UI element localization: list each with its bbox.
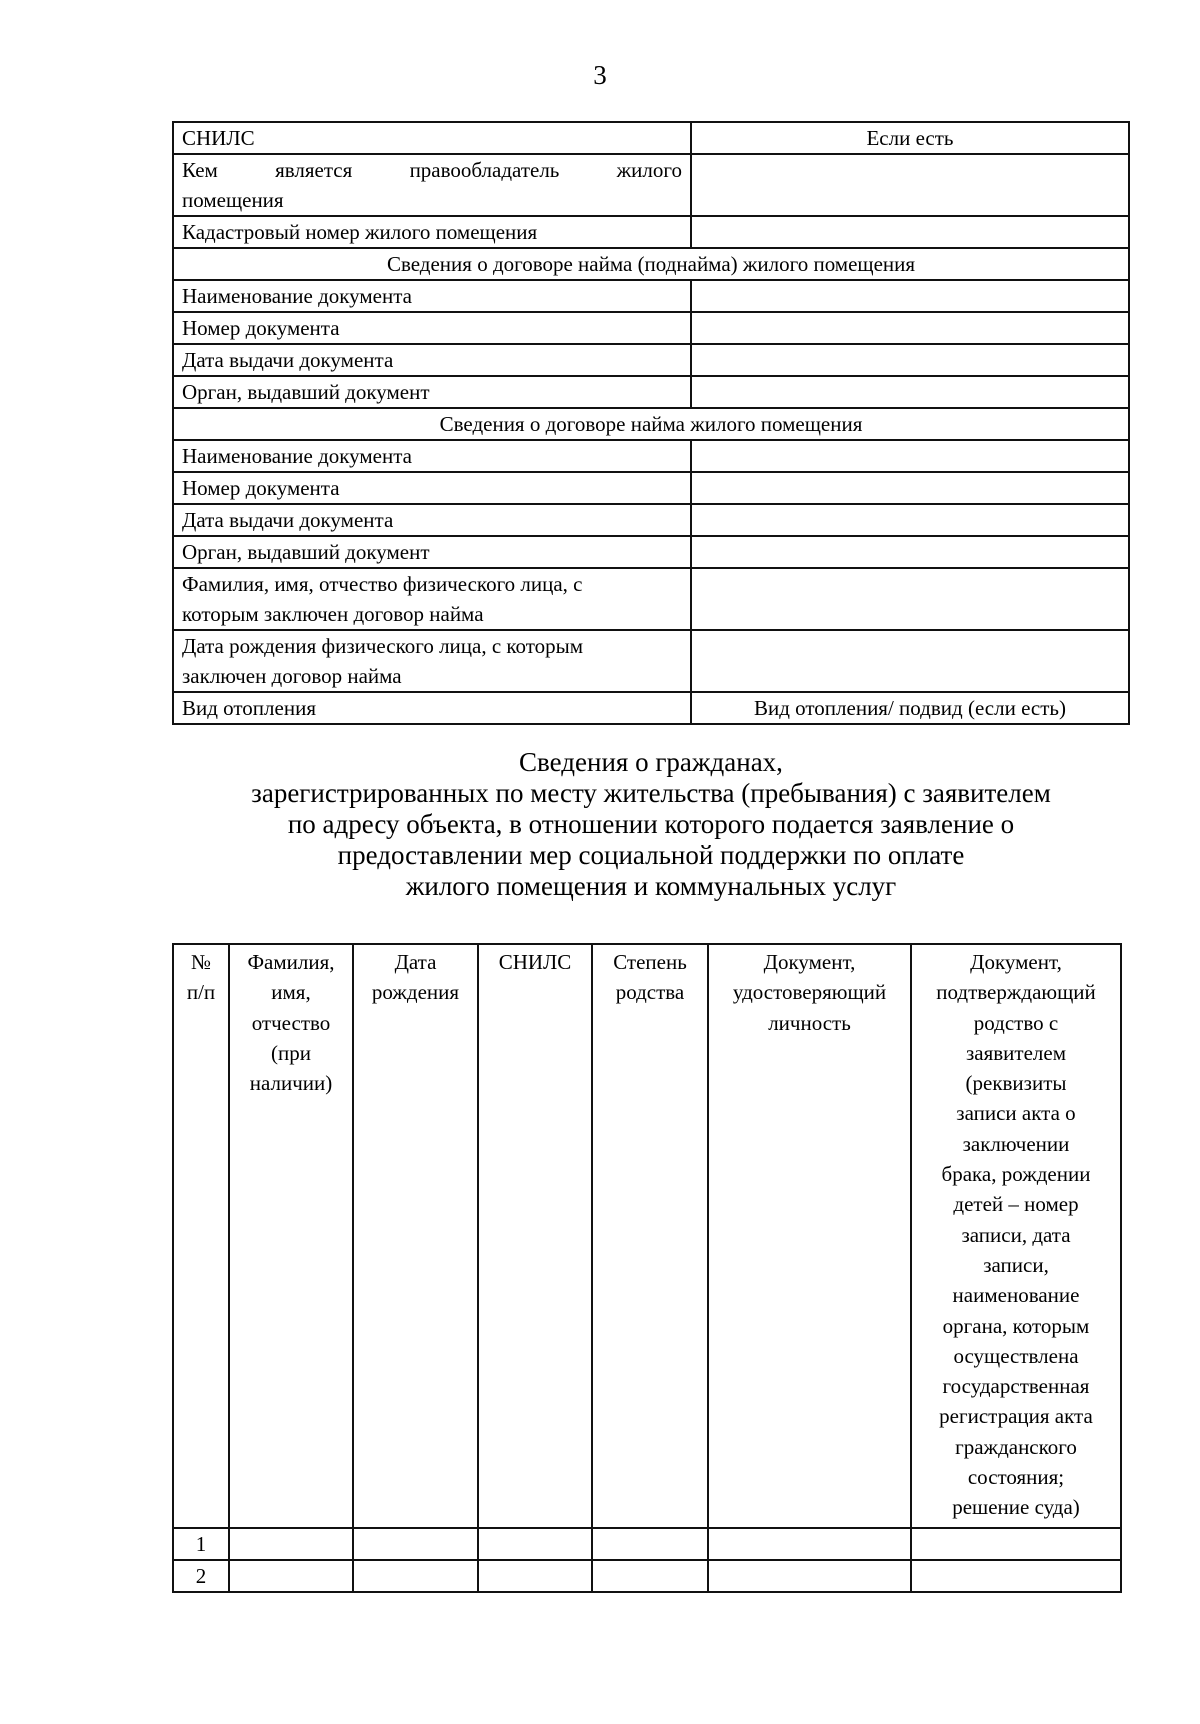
lease-person-name-value[interactable] xyxy=(691,568,1129,630)
lease-person-birth-value[interactable] xyxy=(691,630,1129,692)
table-row xyxy=(173,536,1129,568)
col-header-kinship-document: Документ, подтверждающий родство с заявителем (реквизиты записи акта о заключении брака, рождении детей – номер записи, дата записи, наименование органа, которым осуществлена государственная регистрация акта гражданского состояния; решение суда) xyxy=(911,944,1121,1528)
sublease-doc-issuer-value[interactable] xyxy=(691,376,1129,408)
sublease-doc-name-label: Наименование документа xyxy=(173,280,691,312)
citizens-table xyxy=(172,943,1122,1593)
table-header-row xyxy=(173,944,1121,1528)
table-row xyxy=(173,344,1129,376)
lease-doc-date-label: Дата выдачи документа xyxy=(173,504,691,536)
sublease-doc-number-value[interactable] xyxy=(691,312,1129,344)
page-number: 3 xyxy=(593,60,607,90)
table-row xyxy=(173,692,1129,724)
sublease-section-header: Сведения о договоре найма (поднайма) жилого помещения xyxy=(173,248,1129,280)
table-row xyxy=(173,154,1129,216)
table-row xyxy=(173,408,1129,440)
sublease-doc-issuer-label: Орган, выдавший документ xyxy=(173,376,691,408)
col-header-birth-date: Дата рождения xyxy=(353,944,478,1528)
cell-relationship[interactable] xyxy=(592,1560,708,1592)
table-row xyxy=(173,1528,1121,1560)
cadastral-label: Кадастровый номер жилого помещения xyxy=(173,216,691,248)
cell-snils[interactable] xyxy=(478,1528,592,1560)
table-row xyxy=(173,1560,1121,1592)
table-row xyxy=(173,568,1129,630)
cell-relationship[interactable] xyxy=(592,1528,708,1560)
table-row xyxy=(173,122,1129,154)
sublease-doc-name-value[interactable] xyxy=(691,280,1129,312)
cadastral-value[interactable] xyxy=(691,216,1129,248)
cell-kinship-document[interactable] xyxy=(911,1528,1121,1560)
lease-doc-issuer-value[interactable] xyxy=(691,536,1129,568)
lease-doc-issuer-label: Орган, выдавший документ xyxy=(173,536,691,568)
owner-label-line1: Кем является правообладатель жилого xyxy=(182,158,682,182)
cell-identity-document[interactable] xyxy=(708,1560,911,1592)
sublease-doc-number-label: Номер документа xyxy=(173,312,691,344)
table-row xyxy=(173,248,1129,280)
table-row xyxy=(173,376,1129,408)
owner-label xyxy=(173,154,691,216)
owner-value[interactable] xyxy=(691,154,1129,216)
lease-doc-number-value[interactable] xyxy=(691,472,1129,504)
property-info-table xyxy=(172,121,1130,725)
snils-label: СНИЛС xyxy=(173,122,691,154)
cell-kinship-document[interactable] xyxy=(911,1560,1121,1592)
cell-full-name[interactable] xyxy=(229,1528,353,1560)
section-title: Сведения о гражданах, зарегистрированных по месту жительства (пребывания) с заявителем по адресу объекта, в отношении которого подается заявление о предоставлении мер социальной поддержки по оплате жилого помещения и коммунальных услуг xyxy=(251,747,1051,901)
cell-birth-date[interactable] xyxy=(353,1560,478,1592)
table-row xyxy=(173,440,1129,472)
table-row xyxy=(173,280,1129,312)
sublease-doc-date-label: Дата выдачи документа xyxy=(173,344,691,376)
table-row xyxy=(173,312,1129,344)
lease-doc-date-value[interactable] xyxy=(691,504,1129,536)
row-number: 2 xyxy=(173,1560,229,1592)
cell-identity-document[interactable] xyxy=(708,1528,911,1560)
lease-person-name-label: Фамилия, имя, отчество физического лица, с которым заключен договор найма xyxy=(173,568,691,630)
heating-value: Вид отопления/ подвид (если есть) xyxy=(691,692,1129,724)
cell-snils[interactable] xyxy=(478,1560,592,1592)
table-row xyxy=(173,504,1129,536)
lease-person-birth-label: Дата рождения физического лица, с которым заключен договор найма xyxy=(173,630,691,692)
col-header-full-name: Фамилия, имя, отчество (при наличии) xyxy=(229,944,353,1528)
lease-section-header: Сведения о договоре найма жилого помещения xyxy=(173,408,1129,440)
col-header-snils: СНИЛС xyxy=(478,944,592,1528)
table-row xyxy=(173,630,1129,692)
cell-birth-date[interactable] xyxy=(353,1528,478,1560)
col-header-number: № п/п xyxy=(173,944,229,1528)
heating-label: Вид отопления xyxy=(173,692,691,724)
sublease-doc-date-value[interactable] xyxy=(691,344,1129,376)
lease-doc-name-value[interactable] xyxy=(691,440,1129,472)
lease-doc-number-label: Номер документа xyxy=(173,472,691,504)
row-number: 1 xyxy=(173,1528,229,1560)
table-row xyxy=(173,216,1129,248)
lease-doc-name-label: Наименование документа xyxy=(173,440,691,472)
cell-full-name[interactable] xyxy=(229,1560,353,1592)
snils-value: Если есть xyxy=(691,122,1129,154)
owner-label-line2: помещения xyxy=(182,188,284,212)
col-header-relationship: Степень родства xyxy=(592,944,708,1528)
table-row xyxy=(173,472,1129,504)
col-header-identity-document: Документ, удостоверяющий личность xyxy=(708,944,911,1528)
